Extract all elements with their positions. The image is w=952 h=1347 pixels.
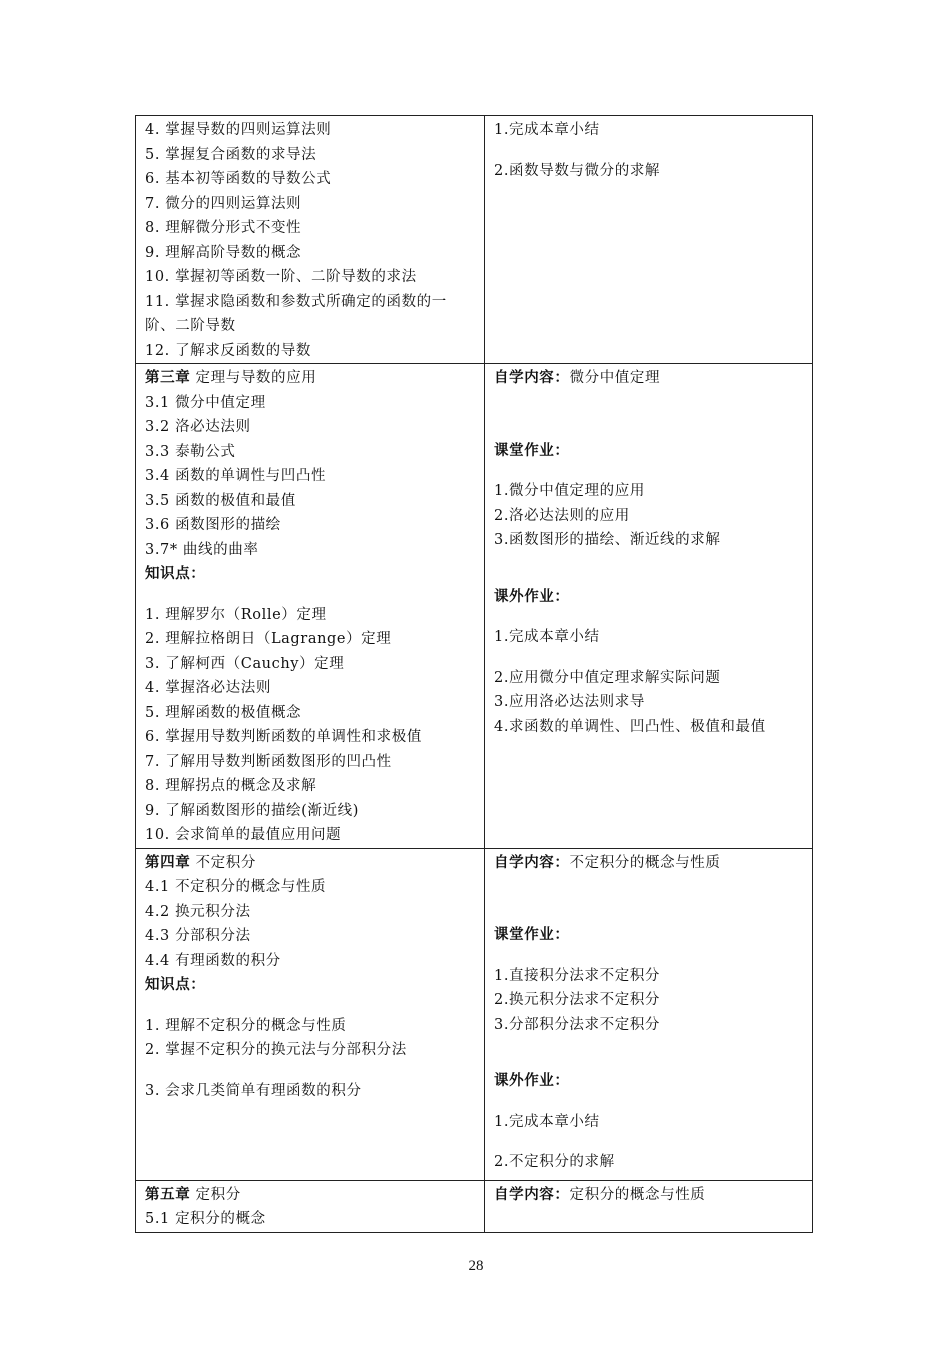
classwork-item: 2.洛必达法则的应用 [494, 507, 630, 524]
section-item: 3.1 微分中值定理 [145, 394, 266, 411]
section-item: 4.1 不定积分的概念与性质 [145, 879, 327, 895]
classwork-item: 1.微分中值定理的应用 [494, 483, 645, 499]
chapter-title: 定理与导数的应用 [190, 370, 317, 386]
homework-item: 4.求函数的单调性、凹凸性、极值和最值 [494, 718, 766, 735]
section-item: 5.1 定积分的概念 [145, 1211, 266, 1227]
homework-label: 课外作业： [494, 587, 570, 605]
knowledge-item: 6. 掌握用导数判断函数的单调性和求极值 [145, 729, 422, 745]
chapter-5-assignment-cell [485, 1180, 813, 1232]
table-row-chapter-3 [136, 364, 813, 849]
knowledge-label: 知识点： [145, 976, 206, 993]
knowledge-item: 11. 掌握求隐函数和参数式所确定的函数的一阶、二阶导数 [145, 293, 447, 334]
chapter-label: 第四章 [145, 853, 191, 871]
section-item: 4.2 换元积分法 [145, 903, 251, 920]
homework-item: 3.应用洛必达法则求导 [494, 694, 645, 710]
knowledge-item: 5. 掌握复合函数的求导法 [145, 146, 317, 163]
self-study-line [494, 366, 804, 391]
knowledge-label: 知识点： [145, 565, 206, 582]
chapter-2-knowledge-cell [136, 116, 485, 364]
self-study-line [494, 1183, 804, 1208]
knowledge-item: 2. 理解拉格朗日（Lagrange）定理 [145, 631, 392, 647]
chapter-heading [145, 366, 476, 391]
chapter-2-homework-cell [485, 116, 813, 364]
homework-item: 2.应用微分中值定理求解实际问题 [494, 669, 721, 686]
self-study-label: 自学内容： [494, 853, 570, 871]
section-item: 3.2 洛必达法则 [145, 419, 251, 435]
knowledge-item: 2. 掌握不定积分的换元法与分部积分法 [145, 1042, 407, 1058]
knowledge-item: 3. 了解柯西（Cauchy）定理 [145, 655, 345, 672]
knowledge-item: 12. 了解求反函数的导数 [145, 342, 311, 359]
section-item: 3.7* 曲线的曲率 [145, 541, 259, 558]
homework-item: 1.完成本章小结 [494, 629, 600, 645]
knowledge-item: 4. 掌握导数的四则运算法则 [145, 122, 332, 138]
homework-item: 2.不定积分的求解 [494, 1154, 615, 1170]
knowledge-item: 7. 了解用导数判断函数图形的凹凸性 [145, 753, 392, 770]
chapter-5-content-cell [136, 1180, 485, 1232]
knowledge-item: 10. 掌握初等函数一阶、二阶导数的求法 [145, 269, 417, 285]
table-row-chapter-4 [136, 848, 813, 1180]
classwork-item: 2.换元积分法求不定积分 [494, 992, 661, 1008]
section-item: 3.5 函数的极值和最值 [145, 492, 296, 509]
chapter-heading [145, 851, 476, 876]
chapter-3-content-cell [136, 364, 485, 849]
chapter-label: 第五章 [145, 1185, 191, 1203]
table-row-chapter-5 [136, 1180, 813, 1232]
section-item: 4.3 分部积分法 [145, 928, 251, 944]
chapter-heading [145, 1183, 476, 1208]
knowledge-item: 9. 了解函数图形的描绘(渐近线) [145, 802, 359, 819]
homework-item: 1.完成本章小结 [494, 122, 600, 138]
chapter-title: 定积分 [190, 1186, 241, 1203]
knowledge-item: 4. 掌握洛必达法则 [145, 680, 271, 696]
knowledge-item: 7. 微分的四则运算法则 [145, 195, 302, 212]
chapter-4-content-cell [136, 848, 485, 1180]
self-study-line [494, 851, 804, 876]
knowledge-item: 10. 会求简单的最值应用问题 [145, 827, 342, 843]
table-row-chapter-2-continued [136, 116, 813, 364]
homework-item: 1.完成本章小结 [494, 1113, 600, 1130]
section-item: 3.6 函数图形的描绘 [145, 517, 281, 533]
classwork-label: 课堂作业： [494, 441, 570, 459]
self-study-label: 自学内容： [494, 369, 570, 386]
knowledge-item: 8. 理解微分形式不变性 [145, 220, 302, 236]
homework-label: 课外作业： [494, 1072, 570, 1089]
self-study-label: 自学内容： [494, 1185, 570, 1203]
self-study-text: 微分中值定理 [569, 370, 661, 386]
knowledge-item: 5. 理解函数的极值概念 [145, 704, 302, 721]
homework-item: 2.函数导数与微分的求解 [494, 162, 661, 179]
chapter-3-assignment-cell [485, 364, 813, 849]
classwork-item: 3.函数图形的描绘、渐近线的求解 [494, 532, 721, 548]
self-study-text: 不定积分的概念与性质 [569, 854, 721, 871]
page-number: 28 [468, 1258, 484, 1274]
knowledge-item: 8. 理解拐点的概念及求解 [145, 778, 317, 794]
self-study-text: 定积分的概念与性质 [569, 1186, 706, 1203]
classwork-label: 课堂作业： [494, 926, 570, 943]
knowledge-item: 3. 会求几类简单有理函数的积分 [145, 1082, 362, 1099]
syllabus-table [135, 115, 813, 1233]
knowledge-item: 1. 理解不定积分的概念与性质 [145, 1017, 347, 1034]
classwork-item: 3.分部积分法求不定积分 [494, 1016, 661, 1033]
chapter-title: 不定积分 [190, 854, 256, 871]
chapter-4-assignment-cell [485, 848, 813, 1180]
chapter-label: 第三章 [145, 369, 191, 386]
classwork-item: 1.直接积分法求不定积分 [494, 967, 661, 984]
knowledge-item: 6. 基本初等函数的导数公式 [145, 171, 332, 187]
knowledge-item: 9. 理解高阶导数的概念 [145, 244, 302, 261]
knowledge-item: 1. 理解罗尔（Rolle）定理 [145, 606, 327, 623]
section-item: 4.4 有理函数的积分 [145, 952, 281, 969]
section-item: 3.4 函数的单调性与凹凸性 [145, 468, 327, 484]
section-item: 3.3 泰勒公式 [145, 443, 236, 460]
